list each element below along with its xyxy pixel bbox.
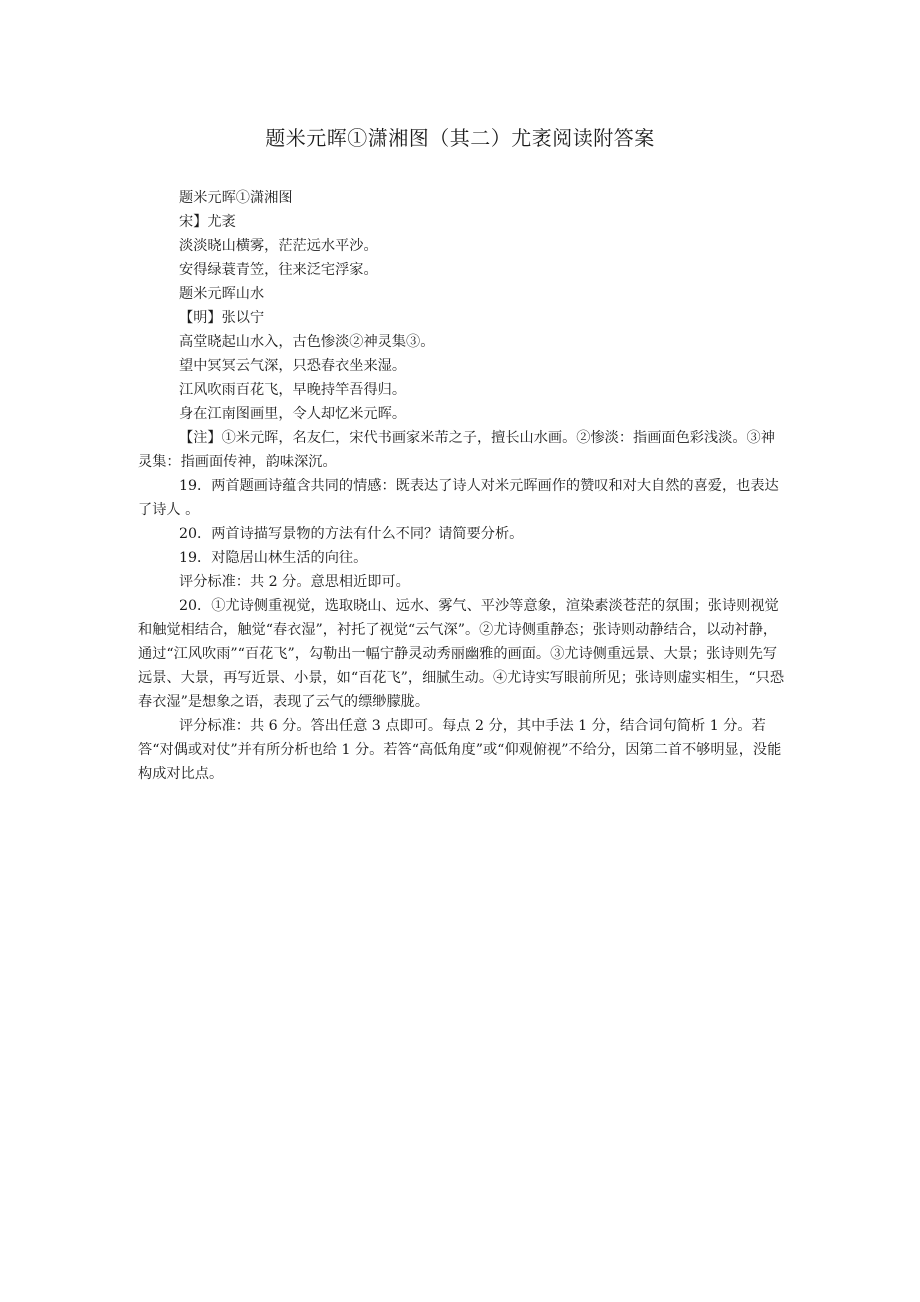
poem2-line-3: 江风吹雨百花飞，早晚持竿吾得归。 [179,382,407,398]
answer-19: 19．对隐居山林生活的向往。 [179,550,368,566]
poem1-title: 题米元晖①潇湘图 [179,190,293,206]
document-body [138,186,784,786]
poem2-line-1: 高堂晓起山水入，古色惨淡②神灵集③。 [179,334,435,350]
question-19: 19．两首题画诗蕴含共同的情感：既表达了诗人对米元晖画作的赞叹和对大自然的喜爱，也表达了诗人 。 [138,478,779,518]
poem1-line-2: 安得绿蓑青笠，往来泛宅浮家。 [179,262,378,278]
notes-paragraph: 【注】①米元晖，名友仁，宋代书画家米芾之子，擅长山水画。②惨淡：指画面色彩浅淡。③神灵集：指画面传神，韵味深沉。 [138,430,775,470]
scoring-19: 评分标准：共 2 分。意思相近即可。 [179,574,410,590]
poem1-author: 宋】尤袤 [179,214,236,230]
question-20: 20．两首诗描写景物的方法有什么不同？请简要分析。 [179,526,524,542]
poem2-line-2: 望中冥冥云气深，只恐春衣坐来湿。 [179,358,407,374]
scoring-20: 评分标准：共 6 分。答出任意 3 点即可。每点 2 分，其中手法 1 分，结合词句简析 1 分。若答“对偶或对仗”并有所分析也给 1 分。若答“高低角度”或“仰观俯视”不给分，因第二首不够明显，没能构成对比点。 [138,718,782,782]
poem2-author: 【明】张以宁 [179,310,265,326]
poem2-title: 题米元晖山水 [179,286,265,302]
answer-20: 20．①尤诗侧重视觉，选取晓山、远水、雾气、平沙等意象，渲染素淡苍茫的氛围；张诗则视觉和触觉相结合，触觉“春衣湿”，衬托了视觉“云气深”。②尤诗侧重静态；张诗则动静结合，以动衬静，通过“江风吹雨”“百花飞”，勾勒出一幅宁静灵动秀丽幽雅的画面。③尤诗侧重远景、大景；张诗则先写远景、大景，再写近景、小景，如“百花飞”，细腻生动。④尤诗实写眼前所见；张诗则虚实相生，“只恐春衣湿”是想象之语，表现了云气的缥缈朦胧。 [138,598,785,710]
poem1-line-1: 淡淡晓山横雾，茫茫远水平沙。 [179,238,378,254]
poem2-line-4: 身在江南图画里，令人却忆米元晖。 [179,406,407,422]
page-title: 题米元晖①潇湘图（其二）尤袤阅读附答案 [265,126,655,150]
